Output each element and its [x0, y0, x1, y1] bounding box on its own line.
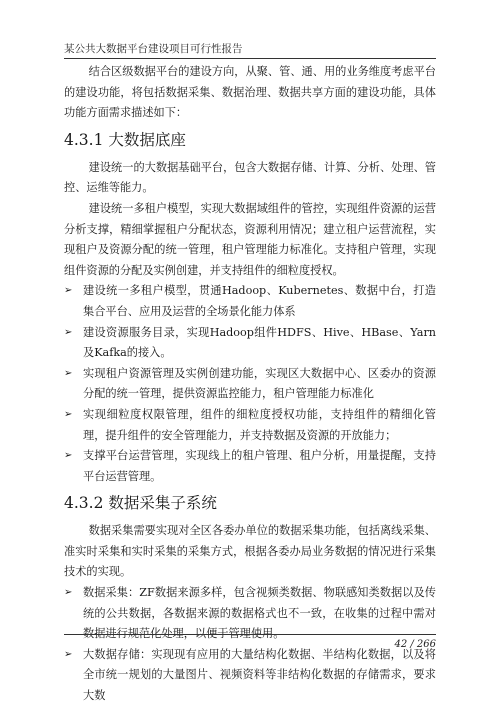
- arrow-bullet-icon: ➢: [64, 648, 73, 660]
- list-item-text: 建设资源服务目录，实现Hadoop组件HDFS、Hive、HBase、Yarn及Kafka的接入。: [83, 325, 436, 360]
- bullet-list: [64, 281, 436, 487]
- list-item-text: 实现租户资源管理及实例创建功能，实现区大数据中心、区委办的资源分配的统一管理，提供资源监控能力，租户管理能力标准化: [83, 366, 436, 401]
- list-item-text: 支撑平台运营管理，实现线上的租户管理、租户分析，用量提醒，支持平台运营管理。: [83, 449, 436, 483]
- arrow-bullet-icon: ➢: [64, 285, 73, 297]
- list-item: [64, 323, 436, 364]
- section-paragraph: 建设统一的大数据基础平台，包含大数据存储、计算、分析、处理、管控、运维等能力。: [64, 160, 436, 195]
- arrow-bullet-icon: ➢: [64, 450, 73, 462]
- list-item-text: 实现细粒度权限管理，组件的细粒度授权功能，支持组件的精细化管理，提升组件的安全管理能力，并支持数据及资源的开放能力；: [83, 407, 436, 442]
- footer-rule: [64, 634, 436, 635]
- list-item: [64, 446, 436, 487]
- section-heading: 4.3.1 大数据底座: [64, 130, 186, 149]
- list-item: [64, 281, 436, 322]
- list-item: [64, 583, 436, 645]
- section-heading: 4.3.2 数据采集子系统: [64, 494, 217, 513]
- section-paragraph: 建设统一多租户模型，实现大数据域组件的管控，实现组件资源的运营分析支撑，精细掌握租户分配状态，资源利用情况；建立租户运营流程，实现租户及资源分配的统一管理，租户管理能力标准化。支持租户管理，实现组件资源的分配及实例创建，并支持组件的细粒度授权。: [64, 201, 436, 277]
- list-item-text: 建设统一多租户模型，贯通Hadoop、Kubernetes、数据中台，打造集合平台、应用及运营的全场景化能力体系: [83, 284, 436, 318]
- arrow-bullet-icon: ➢: [64, 367, 73, 379]
- arrow-bullet-icon: ➢: [64, 408, 73, 420]
- header-title: 某公共大数据平台建设项目可行性报告: [64, 43, 243, 55]
- list-item: [64, 645, 436, 707]
- list-item-text: 数据采集：ZF数据来源多样，包含视频类数据、物联感知类数据以及传统的公共数据，各数据来源的数据格式也不一致，在收集的过程中需对数据进行规范化处理，以便于管理使用。: [83, 586, 436, 641]
- bullet-list: [64, 583, 436, 707]
- running-header: [64, 42, 436, 59]
- list-item: [64, 364, 436, 405]
- arrow-bullet-icon: ➢: [64, 326, 73, 338]
- intro-paragraph: 结合区级数据平台的建设方向，从聚、管、通、用的业务维度考虑平台的建设功能，将包括数据采集、数据治理、数据共享方面的建设功能，具体功能方面需求描述如下：: [64, 65, 436, 120]
- arrow-bullet-icon: ➢: [64, 587, 73, 599]
- page-body: [64, 62, 436, 707]
- section-paragraph: 数据采集需要实现对全区各委办单位的数据采集功能，包括离线采集、准实时采集和实时采集的采集方式，根据各委办局业务数据的情况进行采集技术的实现。: [64, 524, 436, 579]
- list-item-text: 大数据存储：实现现有应用的大量结构化数据、半结构化数据，以及将全市统一规划的大量图片、视频资料等非结构化数据的存储需求，要求大数: [83, 647, 436, 703]
- page-number: 42 / 266: [394, 639, 436, 650]
- list-item: [64, 405, 436, 446]
